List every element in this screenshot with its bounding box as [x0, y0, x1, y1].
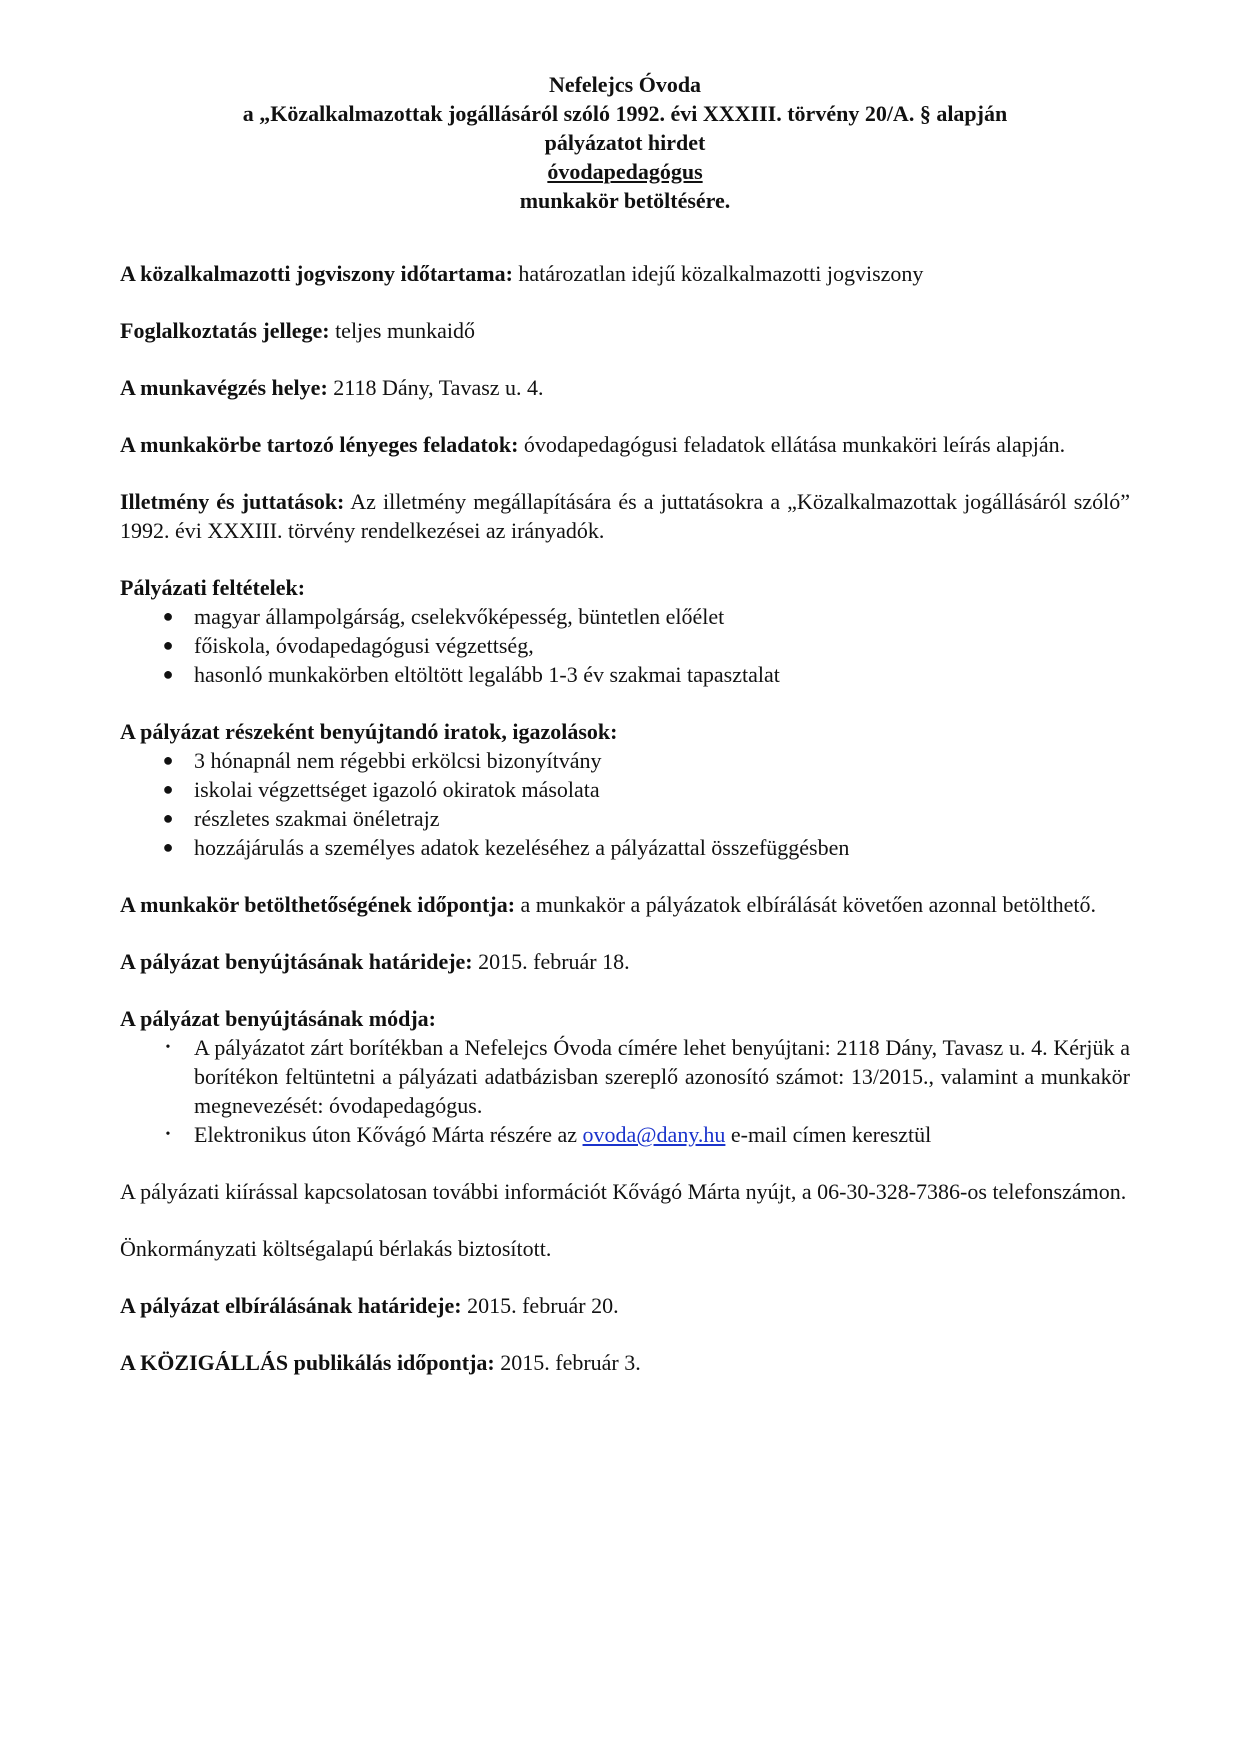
field-value: óvodapedagógusi feladatok ellátása munkaköri leírás alapján.: [523, 432, 1066, 457]
field-label: A pályázat benyújtásának határideje:: [120, 949, 473, 974]
field-employment-type: [120, 316, 1130, 345]
field-value: 2118 Dány, Tavasz u. 4.: [333, 375, 544, 400]
field-value: a munkakör a pályázatok elbírálását követően azonnal betölthető.: [520, 892, 1096, 917]
field-value: 2015. február 3.: [500, 1350, 641, 1375]
field-value: 2015. február 20.: [467, 1293, 619, 1318]
announcement-line: pályázatot hirdet: [544, 130, 706, 155]
list-item: ● hozzájárulás a személyes adatok kezeléséhez a pályázattal összefüggésben: [120, 833, 1130, 862]
field-label: A munkakör betölthetőségének időpontja:: [120, 892, 516, 917]
list-item: ● főiskola, óvodapedagógusi végzettség,: [120, 631, 1130, 660]
bullet-icon: ●: [162, 779, 174, 799]
field-label: A munkavégzés helye:: [120, 375, 328, 400]
submission-title: A pályázat benyújtásának módja:: [120, 1006, 436, 1031]
bullet-icon: ●: [162, 808, 174, 828]
field-main-tasks: [120, 430, 1130, 459]
documents-title: A pályázat részeként benyújtandó iratok, igazolások:: [120, 719, 618, 744]
bullet-icon: ●: [162, 635, 174, 655]
field-value: teljes munkaidő: [335, 318, 475, 343]
bullet-icon: •: [165, 1127, 171, 1142]
field-value: Az illetmény megállapítására és a juttatásokra a „Közalkalmazottak jogállásáról szóló” 1992. évi XXXIII. törvény rendelkezései az irányadók.: [120, 489, 1130, 543]
field-employment-duration: [120, 259, 1130, 288]
list-item: ● 3 hónapnál nem régebbi erkölcsi bizonyítvány: [120, 746, 1130, 775]
field-salary-benefits: [120, 487, 1130, 545]
field-submission-deadline: [120, 947, 1130, 976]
document-header: [120, 70, 1130, 215]
bullet-icon: ●: [162, 664, 174, 684]
bullet-icon: ●: [162, 750, 174, 770]
field-value: határozatlan idejű közalkalmazotti jogviszony: [518, 261, 924, 286]
submission-list: [120, 1033, 1130, 1149]
list-item: ● iskolai végzettséget igazoló okiratok másolata: [120, 775, 1130, 804]
field-publication-date: [120, 1348, 1130, 1377]
bullet-icon: ●: [162, 606, 174, 626]
position-title: óvodapedagógus: [547, 159, 703, 184]
email-link[interactable]: ovoda@dany.hu: [582, 1122, 726, 1147]
list-item: • A pályázatot zárt borítékban a Nefelejcs Óvoda címére lehet benyújtani: 2118 Dány, Tavasz u. 4. Kérjük a borítékon feltüntetni a pályázati adatbázisban szereplő azonosító számot: 13/2015., valamint a munkakör megnevezését: óvodapedagógus.: [120, 1033, 1130, 1120]
conditions-list: [120, 602, 1130, 689]
list-item: ● magyar állampolgárság, cselekvőképesség, büntetlen előélet: [120, 602, 1130, 631]
contact-info-text: A pályázati kiírással kapcsolatosan további információt Kővágó Márta nyújt, a 06-30-328-7386-os telefonszámon.: [120, 1179, 1127, 1204]
bullet-icon: ●: [162, 837, 174, 857]
field-value: 2015. február 18.: [478, 949, 630, 974]
position-filling-line: munkakör betöltésére.: [519, 188, 731, 213]
documents-list: [120, 746, 1130, 862]
list-item: ● részletes szakmai önéletrajz: [120, 804, 1130, 833]
conditions-title: Pályázati feltételek:: [120, 575, 306, 600]
legal-basis-line: a „Közalkalmazottak jogállásáról szóló 1992. évi XXXIII. törvény 20/A. § alapján: [242, 101, 1008, 126]
field-evaluation-deadline: [120, 1291, 1130, 1320]
kindergarten-name: Nefelejcs Óvoda: [548, 72, 702, 97]
field-label: A munkakörbe tartozó lényeges feladatok:: [120, 432, 519, 457]
housing-text: Önkormányzati költségalapú bérlakás biztosított.: [120, 1236, 552, 1261]
document-page: [120, 70, 1130, 1405]
bullet-icon: •: [165, 1040, 171, 1055]
list-item: ● hasonló munkakörben eltöltött legalább 1-3 év szakmai tapasztalat: [120, 660, 1130, 689]
field-label: Foglalkoztatás jellege:: [120, 318, 330, 343]
field-label: A pályázat elbírálásának határideje:: [120, 1293, 462, 1318]
field-workplace: [120, 373, 1130, 402]
list-item: • Elektronikus úton Kővágó Márta részére az ovoda@dany.hu e-mail címen keresztül: [120, 1120, 1130, 1149]
field-label: A KÖZIGÁLLÁS publikálás időpontja:: [120, 1350, 495, 1375]
field-start-date: [120, 890, 1130, 919]
field-label: Illetmény és juttatások:: [120, 489, 345, 514]
field-label: A közalkalmazotti jogviszony időtartama:: [120, 261, 513, 286]
